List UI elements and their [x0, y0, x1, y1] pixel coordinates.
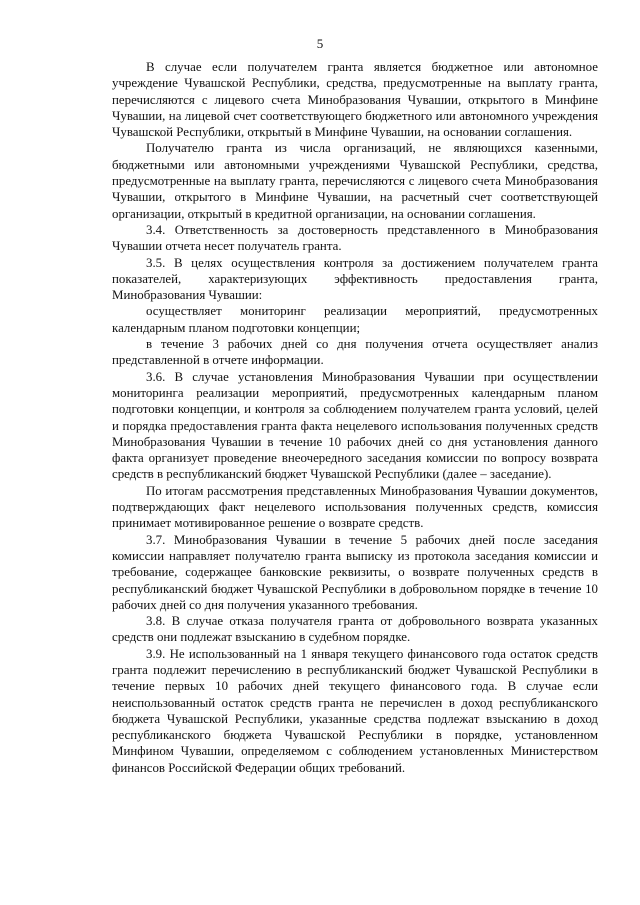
paragraph-3-9: 3.9. Не использованный на 1 января текущего финансового года остаток средств гранта подлежит перечислению в республиканский бюджет Чувашской Республики в течение первых 10 рабочих дней текущего финансового года. В случае если неиспользованный остаток средств гранта не перечислен в доход республиканского бюджета Чувашской Республики, указанные средства подлежат взысканию в доход республиканского бюджета Чувашской Республики в порядке, установленном Минфином Чувашии, определяемом с соблюдением установленных Министерством финансов Российской Федерации общих требований. [112, 646, 598, 775]
page-number: 5 [316, 36, 324, 51]
paragraph-budget-institution-transfer: В случае если получателем гранта является бюджетное или автономное учреждение Чувашской Республики, средства, предусмотренные на выплату гранта, перечисляются с лицевого счета Минобразования Чувашии, открытого в Минфине Чувашии, на лицевой счет соответствующего бюджетного или автономного учреждения Чувашской Республики, открытый в Минфине Чувашии, на основании соглашения. [112, 60, 598, 140]
paragraph-3-7: 3.7. Минобразования Чувашии в течение 5 рабочих дней после заседания комиссии направляет получателю гранта выписку из протокола заседания комиссии и требование, содержащее банковские реквизиты, о возврате полученных средств в республиканский бюджет Чувашской Республики в добровольном порядке в течение 10 рабочих дней со дня получения указанного требования. [112, 532, 598, 612]
paragraph-3-4: 3.4. Ответственность за достоверность представленного в Минобразования Чувашии отчета несет получатель гранта. [112, 222, 598, 254]
paragraph-3-5: 3.5. В целях осуществления контроля за достижением получателем гранта показателей, характеризующих эффективность предоставления гранта, Минобразования Чувашии: [112, 255, 598, 303]
document-body [112, 59, 598, 776]
paragraph-commission-decision: По итогам рассмотрения представленных Минобразования Чувашии документов, подтверждающих факт нецелевого использования полученных средств, комиссия принимает мотивированное решение о возврате средств. [112, 483, 598, 531]
paragraph-other-organization-transfer: Получателю гранта из числа организаций, не являющихся казенными, бюджетными или автономными учреждениями Чувашской Республики, средства, предусмотренные на выплату гранта, перечисляются с лицевого счета Минобразования Чувашии, открытого в Минфине Чувашии, на расчетный счет соответствующей организации, открытый в кредитной организации, на основании соглашения. [112, 141, 598, 221]
paragraph-monitoring: осуществляет мониторинг реализации мероприятий, предусмотренных календарным планом подготовки концепции; [112, 304, 598, 335]
paragraph-3-8: 3.8. В случае отказа получателя гранта от добровольного возврата указанных средств они подлежат взысканию в судебном порядке. [112, 614, 598, 645]
paragraph-3-6: 3.6. В случае установления Минобразования Чувашии при осуществлении мониторинга реализации мероприятий, предусмотренных календарным планом подготовки концепции, и контроля за соблюдением получателем гранта условий, целей и порядка предоставления гранта факта нецелевого использования полученных средств Минобразования Чувашии в течение 10 рабочих дней со дня установления данного факта организует проведение внеочередного заседания комиссии по вопросу возврата средств в республиканский бюджет Чувашской Республики (далее – заседание). [112, 369, 598, 482]
paragraph-report-analysis: в течение 3 рабочих дней со дня получения отчета осуществляет анализ представленной в отчете информации. [112, 337, 598, 368]
